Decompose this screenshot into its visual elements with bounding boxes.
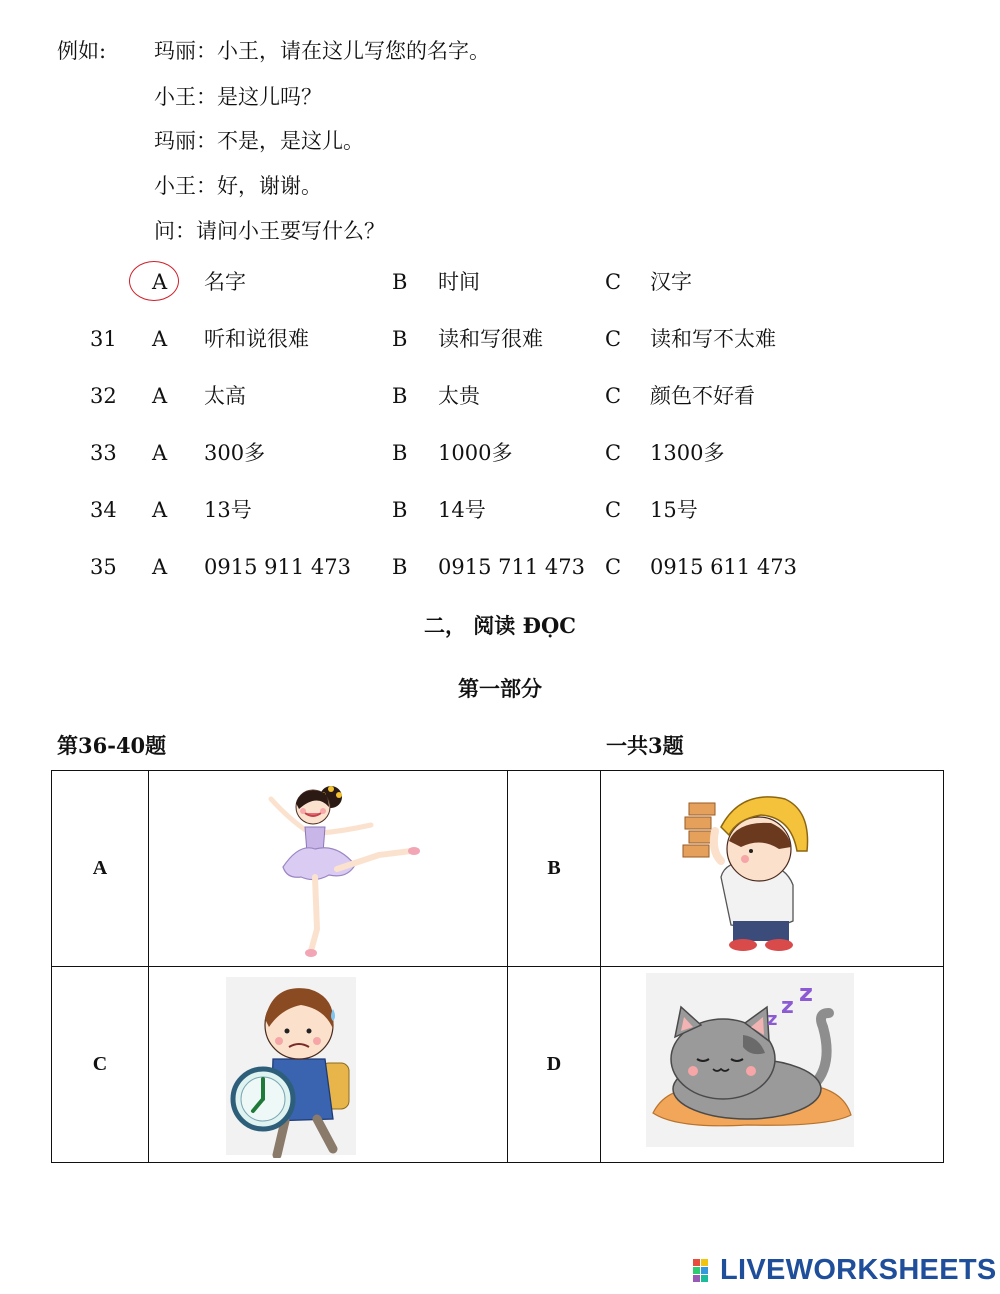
example-line-4: 小王：好，谢谢。 xyxy=(154,174,322,198)
question-range: 第36-40题 xyxy=(57,733,167,758)
image-label-a: A xyxy=(52,771,149,967)
question-number-31: 31 xyxy=(90,327,117,351)
option-a-text-31: 听和说很难 xyxy=(204,327,309,351)
option-c-text-31: 读和写不太难 xyxy=(650,327,776,351)
option-c-letter-31[interactable]: C xyxy=(605,327,622,351)
option-b-letter-31[interactable]: B xyxy=(392,327,408,351)
option-b-letter-32[interactable]: B xyxy=(392,384,408,408)
option-c-text-32: 颜色不好看 xyxy=(650,384,755,408)
option-a-letter-35[interactable]: A xyxy=(152,555,168,579)
example-line-2: 小王：是这儿吗？ xyxy=(154,85,322,109)
question-count: 一共3题 xyxy=(606,733,684,758)
option-b-text-33: 1000多 xyxy=(438,441,513,465)
option-b-text-31: 读和写很难 xyxy=(438,327,543,351)
picture-table xyxy=(51,770,944,1163)
part-title: 第一部分 xyxy=(458,676,542,701)
ballerina-icon xyxy=(149,771,507,962)
option-b-letter-34[interactable]: B xyxy=(392,498,408,522)
question-number-34: 34 xyxy=(90,498,117,522)
example-label: 例如: xyxy=(57,39,107,63)
question-number-32: 32 xyxy=(90,384,117,408)
svg-text:z: z xyxy=(767,1009,778,1030)
liveworksheets-logo[interactable] xyxy=(692,1254,997,1287)
example-option-c-letter[interactable]: C xyxy=(605,270,622,294)
liveworksheets-cube-icon xyxy=(692,1258,718,1284)
example-line-1: 玛丽：小王，请在这儿写您的名字。 xyxy=(154,39,490,63)
option-a-text-34: 13号 xyxy=(204,498,252,522)
option-c-letter-34[interactable]: C xyxy=(605,498,622,522)
image-cell-c xyxy=(149,967,508,1163)
option-c-text-34: 15号 xyxy=(650,498,698,522)
option-b-letter-35[interactable]: B xyxy=(392,555,408,579)
image-cell-d xyxy=(601,967,944,1163)
question-number-33: 33 xyxy=(90,441,117,465)
image-label-d: D xyxy=(508,967,601,1163)
image-cell-a xyxy=(149,771,508,967)
section-title: 二， 阅读 ĐỌC xyxy=(424,613,576,638)
option-c-letter-32[interactable]: C xyxy=(605,384,622,408)
option-c-letter-35[interactable]: C xyxy=(605,555,622,579)
image-label-c: C xyxy=(52,967,149,1163)
option-b-text-34: 14号 xyxy=(438,498,486,522)
option-c-letter-33[interactable]: C xyxy=(605,441,622,465)
option-a-text-32: 太高 xyxy=(204,384,246,408)
option-a-text-35: 0915 911 473 xyxy=(204,555,351,579)
boy-running-late-clock-icon xyxy=(149,967,507,1158)
worker-carrying-bricks-icon xyxy=(601,771,941,962)
example-option-b-letter[interactable]: B xyxy=(392,270,408,294)
example-option-b-text: 时间 xyxy=(438,270,480,294)
sleeping-cat-icon xyxy=(601,967,941,1158)
option-a-letter-34[interactable]: A xyxy=(152,498,168,522)
example-option-a-text: 名字 xyxy=(204,270,246,294)
option-c-text-33: 1300多 xyxy=(650,441,725,465)
option-a-text-33: 300多 xyxy=(204,441,266,465)
example-question: 问：请问小王要写什么？ xyxy=(154,219,385,243)
example-option-a-letter[interactable]: A xyxy=(152,270,168,294)
option-a-letter-33[interactable]: A xyxy=(152,441,168,465)
question-number-35: 35 xyxy=(90,555,117,579)
logo-text: LIVEWORKSHEETS xyxy=(720,1254,997,1286)
svg-text:z: z xyxy=(781,994,794,1019)
example-option-c-text: 汉字 xyxy=(650,270,692,294)
option-a-letter-31[interactable]: A xyxy=(152,327,168,351)
example-line-3: 玛丽：不是，是这儿。 xyxy=(154,129,364,153)
option-a-letter-32[interactable]: A xyxy=(152,384,168,408)
option-b-letter-33[interactable]: B xyxy=(392,441,408,465)
option-b-text-32: 太贵 xyxy=(438,384,480,408)
option-c-text-35: 0915 611 473 xyxy=(650,555,797,579)
image-cell-b xyxy=(601,771,944,967)
image-label-b: B xyxy=(508,771,601,967)
svg-text:z: z xyxy=(799,979,813,1007)
option-b-text-35: 0915 711 473 xyxy=(438,555,585,579)
